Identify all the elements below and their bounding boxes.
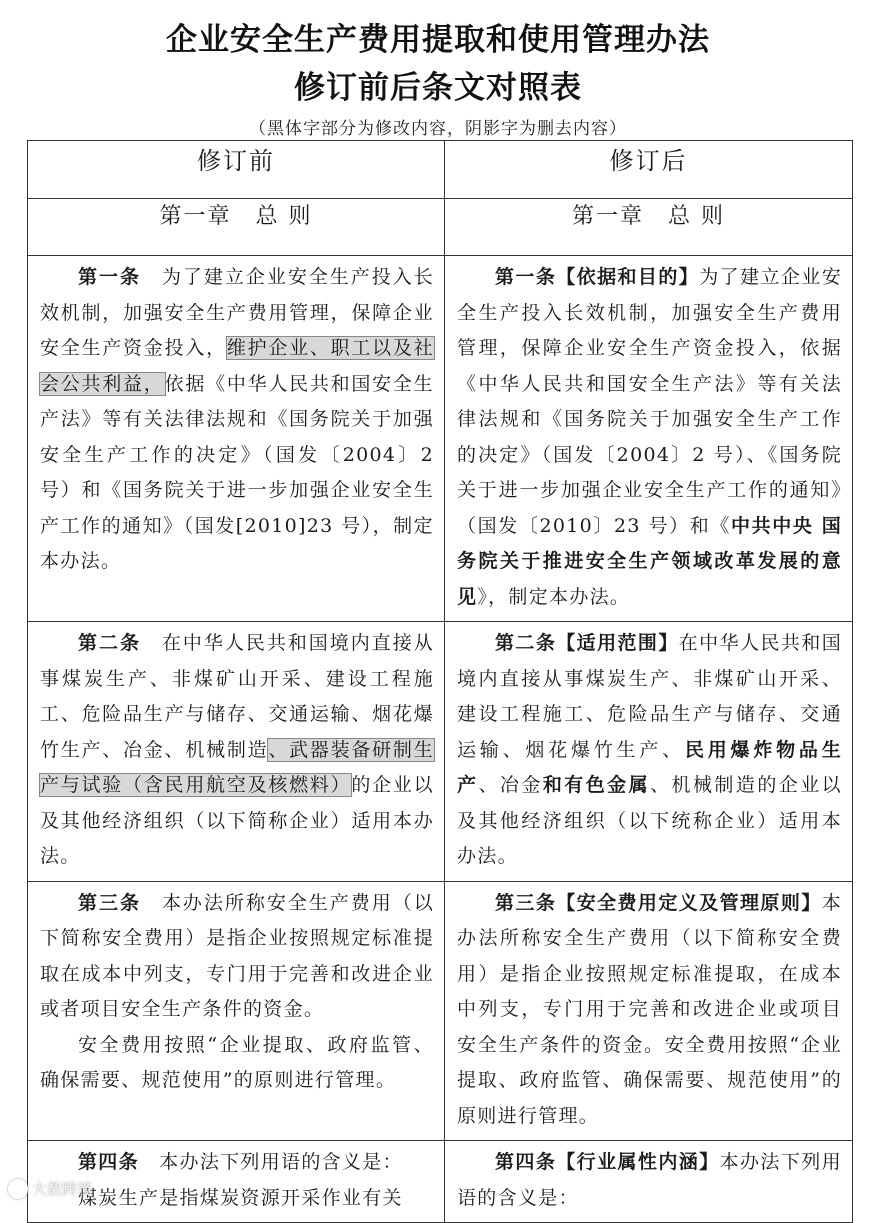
article-lead: 第二条【适用范围】 (495, 632, 679, 654)
modified-text: 中共中央 国务院关于推进安全生产领域改革发展的意见 (457, 514, 842, 608)
article-text: 、机械制造的企业以及其他经济组织（以下统称企业）适用本办法。 (457, 774, 842, 867)
article-1-before (28, 256, 445, 622)
comparison-table (27, 140, 853, 1223)
watermark (8, 1178, 92, 1200)
article-text: 》，制定本办法。 (477, 585, 631, 608)
article-2-before (28, 622, 445, 882)
article-text: 的企业以及其他经济组织（以下简称企业）适用本办法。 (40, 774, 434, 867)
article-lead: 第四条 (78, 1151, 139, 1173)
article-lead: 第二条 (78, 632, 141, 654)
table-row (28, 256, 853, 622)
article-lead: 第一条 (78, 266, 141, 288)
article-text: 本办法下列用语的含义是： (159, 1151, 403, 1173)
article-lead: 第一条【依据和目的】 (495, 266, 700, 288)
modified-text: 和有色金属 (542, 774, 651, 796)
deleted-text: 维护企业、职工以及社会公共利益， (40, 337, 434, 395)
watermark-text: 大数跨境 (32, 1179, 93, 1198)
header-after: 修订后 (445, 141, 853, 199)
chapter-after: 第一章 总 则 (445, 199, 853, 256)
article-2-after (445, 622, 853, 882)
article-text: 为了建立企业安全生产投入长效机制，加强安全生产费用管理，保障企业安全生产资金投入， (40, 266, 434, 359)
article-text: 为了建立企业安全生产投入长效机制，加强安全生产费用管理，保障企业安全生产资金投入，依据《中华人民共和国安全生产法》等有关法律法规和《国务院关于加强安全生产工作的决定》（国发〔2004〕2 号）、《国务院关于进一步加强企业安全生产工作的通知》（国发〔2010〕23 号）和《 (457, 266, 842, 537)
article-text: 安全费用按照“企业提取、政府监管、确保需要、规范使用”的原则进行管理。 (40, 1033, 434, 1091)
chapter-row (28, 199, 853, 256)
article-3-before (28, 881, 445, 1141)
table-row (28, 1141, 853, 1223)
table-row (28, 622, 853, 882)
article-text: 煤炭生产是指煤炭资源开采作业有关 (78, 1186, 403, 1209)
article-text: 在中华人民共和国境内直接从事煤炭生产、非煤矿山开采、建设工程施工、危险品生产与储存、交通运输、烟花爆竹生产、冶金、机械制造 (40, 632, 434, 761)
article-text: 本办法所称安全生产费用（以下简称安全费用）是指企业按照规定标准提取，在成本中列支，专门用于完善和改进企业或项目安全生产条件的资金。安全费用按照“企业提取、政府监管、确保需要、规范使用”的原则进行管理。 (457, 891, 842, 1127)
article-text: 依据《中华人民共和国安全生产法》等有关法律法规和《国务院关于加强安全生产工作的决定》（国发〔2004〕2 号）和《国务院关于进一步加强企业安全生产工作的通知》（国发[2010]23 号），制定本办法。 (40, 372, 434, 572)
article-text: 本办法下列用语的含义是： (457, 1151, 842, 1209)
table-header-row (28, 141, 853, 199)
table-row (28, 881, 853, 1141)
article-text: 在中华人民共和国境内直接从事煤炭生产、非煤矿山开采、建设工程施工、危险品生产与储存、交通运输、烟花爆竹生产、 (457, 632, 842, 761)
modified-text: 民用爆炸物品生产 (457, 738, 842, 796)
article-lead: 第三条【安全费用定义及管理原则】 (495, 891, 822, 914)
article-4-after (445, 1141, 853, 1223)
article-3-after (445, 881, 853, 1141)
watermark-logo-icon (8, 1179, 28, 1199)
article-lead: 第三条 (78, 891, 141, 914)
article-lead: 第四条【行业属性内涵】 (495, 1151, 720, 1173)
document-title: 企业安全生产费用提取和使用管理办法 (166, 22, 710, 58)
article-text: 本办法所称安全生产费用（以下简称安全费用）是指企业按照规定标准提取在成本中列支，专门用于完善和改进企业或者项目安全生产条件的资金。 (40, 891, 434, 1020)
deleted-text: 、武器装备研制生产与试验（含民用航空及核燃料） (40, 738, 434, 796)
legend-note: （黑体字部分为修改内容，阴影字为删去内容） (249, 119, 627, 139)
header-before: 修订前 (28, 141, 445, 199)
article-text: 、冶金 (478, 774, 543, 796)
chapter-before: 第一章 总 则 (28, 199, 445, 256)
article-1-after (445, 256, 853, 622)
document-subtitle: 修订前后条文对照表 (294, 70, 582, 106)
